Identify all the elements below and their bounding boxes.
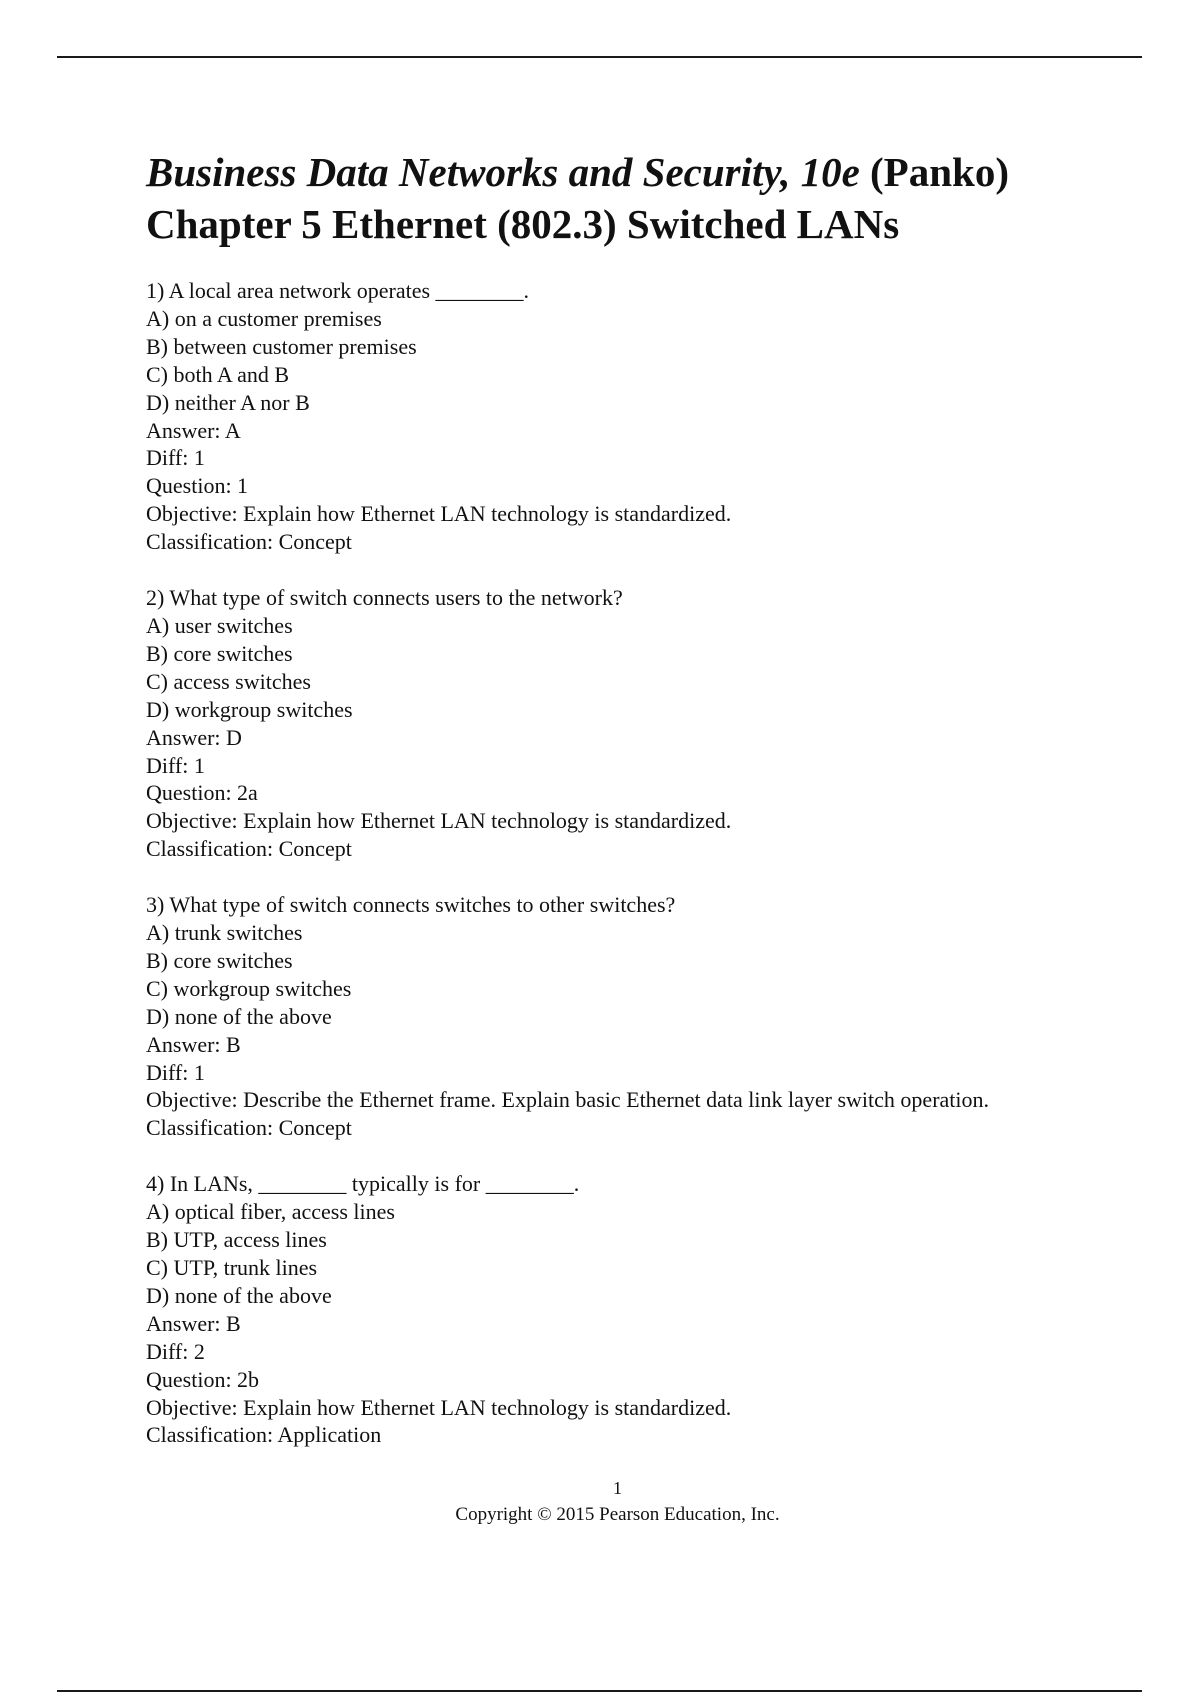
question-2 xyxy=(146,584,1086,863)
difficulty-line: Diff: 1 xyxy=(146,1059,205,1085)
question-stem: 4) In LANs, ________ typically is for ________. xyxy=(146,1171,580,1197)
top-rule xyxy=(57,56,1142,58)
classification-line: Classification: Concept xyxy=(146,529,352,555)
answer-line: Answer: B xyxy=(146,1310,241,1336)
option-c: C) UTP, trunk lines xyxy=(146,1255,318,1280)
answer-line: Answer: D xyxy=(146,724,242,750)
option-a: A) on a customer premises xyxy=(146,305,382,331)
question-ref-line: Question: 1 xyxy=(146,473,249,499)
bottom-rule xyxy=(57,1690,1142,1692)
question-stem: 1) A local area network operates ________. xyxy=(146,278,530,303)
question-1 xyxy=(146,277,1086,556)
book-author: (Panko) xyxy=(870,149,1009,195)
answer-line: Answer: A xyxy=(146,417,241,443)
classification-line: Classification: Concept xyxy=(146,836,352,862)
copyright-notice: Copyright © 2015 Pearson Education, Inc. xyxy=(455,1504,780,1525)
option-c: C) workgroup switches xyxy=(146,975,352,1001)
objective-line: Objective: Explain how Ethernet LAN technology is standardized. xyxy=(146,808,732,834)
document-page xyxy=(146,146,1086,1477)
difficulty-line: Diff: 1 xyxy=(146,445,205,471)
option-a: A) trunk switches xyxy=(146,920,303,946)
option-d: D) none of the above xyxy=(146,1003,332,1029)
title-line-1 xyxy=(146,146,1086,198)
question-stem: 3) What type of switch connects switches to other switches? xyxy=(146,892,676,918)
option-d: D) neither A nor B xyxy=(146,389,310,415)
question-ref-line: Question: 2b xyxy=(146,1366,260,1392)
option-b: B) UTP, access lines xyxy=(146,1227,327,1253)
question-list xyxy=(146,277,1086,1449)
option-a: A) optical fiber, access lines xyxy=(146,1199,395,1225)
document-title xyxy=(146,146,1086,250)
objective-line: Objective: Explain how Ethernet LAN technology is standardized. xyxy=(146,1394,732,1420)
option-a: A) user switches xyxy=(146,612,293,638)
question-ref-line: Question: 2a xyxy=(146,780,258,806)
option-b: B) core switches xyxy=(146,640,293,666)
difficulty-line: Diff: 1 xyxy=(146,752,205,778)
page-number: 1 xyxy=(613,1478,622,1498)
question-3 xyxy=(146,891,1086,1142)
question-stem: 2) What type of switch connects users to the network? xyxy=(146,585,623,611)
answer-line: Answer: B xyxy=(146,1031,241,1057)
classification-line: Classification: Application xyxy=(146,1422,382,1448)
chapter-title: Chapter 5 Ethernet (802.3) Switched LANs xyxy=(146,201,900,247)
question-4 xyxy=(146,1170,1086,1449)
option-b: B) between customer premises xyxy=(146,333,417,359)
option-c: C) access switches xyxy=(146,668,311,694)
option-c: C) both A and B xyxy=(146,361,290,387)
classification-line: Classification: Concept xyxy=(146,1115,352,1141)
book-title: Business Data Networks and Security, 10e xyxy=(146,149,860,195)
objective-line: Objective: Describe the Ethernet frame. Explain basic Ethernet data link layer switch operation. xyxy=(146,1087,990,1113)
option-b: B) core switches xyxy=(146,947,293,973)
option-d: D) workgroup switches xyxy=(146,696,353,722)
difficulty-line: Diff: 2 xyxy=(146,1338,205,1364)
option-d: D) none of the above xyxy=(146,1282,332,1308)
objective-line: Objective: Explain how Ethernet LAN technology is standardized. xyxy=(146,501,732,527)
